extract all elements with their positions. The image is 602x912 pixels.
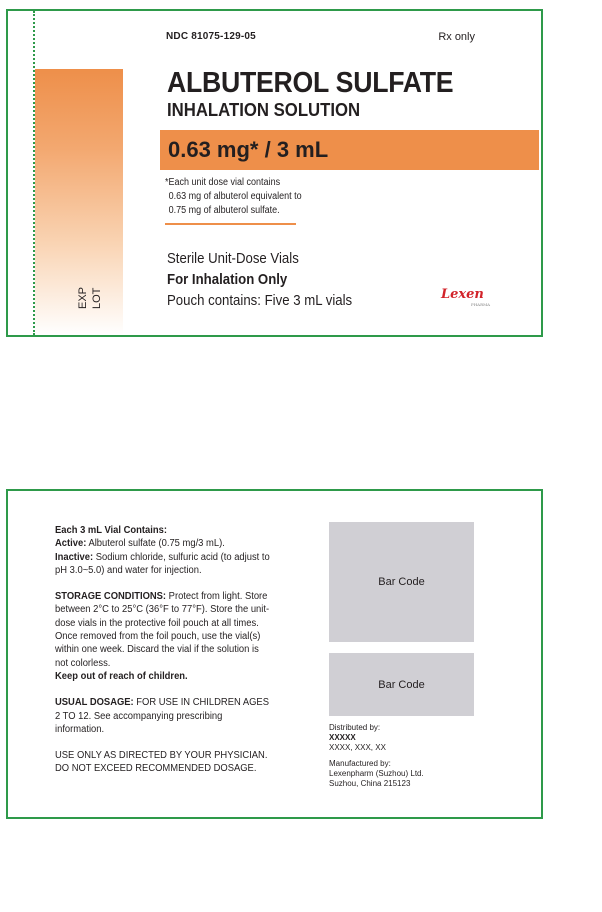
barcode-placeholder: Bar Code (329, 653, 474, 716)
distributor-address: XXXX, XXX, XX (329, 743, 386, 752)
logo-text: Lexen (441, 287, 484, 302)
footnote-line: 0.75 mg of albuterol sulfate. (168, 205, 280, 216)
logo-subtext: PHARMA (471, 302, 491, 307)
footnote-line: 0.63 mg of albuterol equivalent to (168, 191, 302, 202)
dosage-text: FOR USE IN CHILDREN AGES 2 TO 12. See accompanying prescribing information. (55, 697, 269, 735)
dosage-label: USUAL DOSAGE: (55, 697, 134, 709)
drug-subtitle: INHALATION SOLUTION (167, 100, 361, 120)
physician-warning: USE ONLY AS DIRECTED BY YOUR PHYSICIAN. DO NOT EXCEED RECOMMENDED DOSAGE. (55, 750, 268, 775)
manufacturer-city: Suzhou, China 215123 (329, 779, 411, 788)
lexen-logo (441, 287, 491, 307)
dose-band (160, 130, 539, 170)
distributor-info (329, 723, 424, 789)
manufacturer-name: Lexenpharm (Suzhou) Ltd. (329, 769, 424, 778)
active-label: Active: (55, 538, 87, 550)
keep-away-warning: Keep out of reach of children. (55, 670, 188, 682)
lot-label: LOT (91, 287, 103, 309)
footnote-line: *Each unit dose vial contains (165, 177, 281, 188)
barcode-placeholder: Bar Code (329, 522, 474, 642)
manufactured-by-label: Manufactured by: (329, 759, 391, 768)
front-label-panel (6, 9, 543, 337)
drug-title: ALBUTEROL SULFATE (167, 67, 454, 99)
dose-strength: 0.63 mg* / 3 mL (168, 137, 329, 162)
rx-only-label: Rx only (438, 31, 475, 43)
contains-heading: Each 3 mL Vial Contains: (55, 525, 167, 536)
dose-footnote (165, 176, 302, 218)
ndc-number: NDC 81075-129-05 (166, 31, 256, 42)
storage-text: Protect from light. Store between 2°C to 25°C (36°F to 77°F). Store the unit-dose vials in the protective foil pouch at all times. Once removed from the foil pouch, use the vial(s) within one week. Discard the vial if the solution is not colorless. (55, 591, 270, 669)
product-information (55, 524, 271, 776)
inactive-label: Inactive: (55, 551, 94, 563)
inhalation-only-text: For Inhalation Only (167, 271, 288, 288)
active-text: Albuterol sulfate (0.75 mg/3 mL). (86, 538, 225, 550)
storage-label: STORAGE CONDITIONS: (55, 591, 167, 603)
divider-rule (165, 223, 296, 225)
package-description (167, 248, 352, 311)
inactive-text: Sodium chloride, sulfuric acid (to adjust to pH 3.0~5.0) and water for injection. (55, 551, 270, 576)
back-label-panel (6, 489, 543, 819)
exp-lot-area (76, 287, 104, 309)
exp-label: EXP (77, 286, 89, 309)
distributor-name: XXXXX (329, 733, 356, 742)
distributed-by-label: Distributed by: (329, 723, 381, 732)
pouch-contents-text: Pouch contains: Five 3 mL vials (167, 292, 353, 309)
sterile-vials-text: Sterile Unit-Dose Vials (167, 250, 299, 267)
